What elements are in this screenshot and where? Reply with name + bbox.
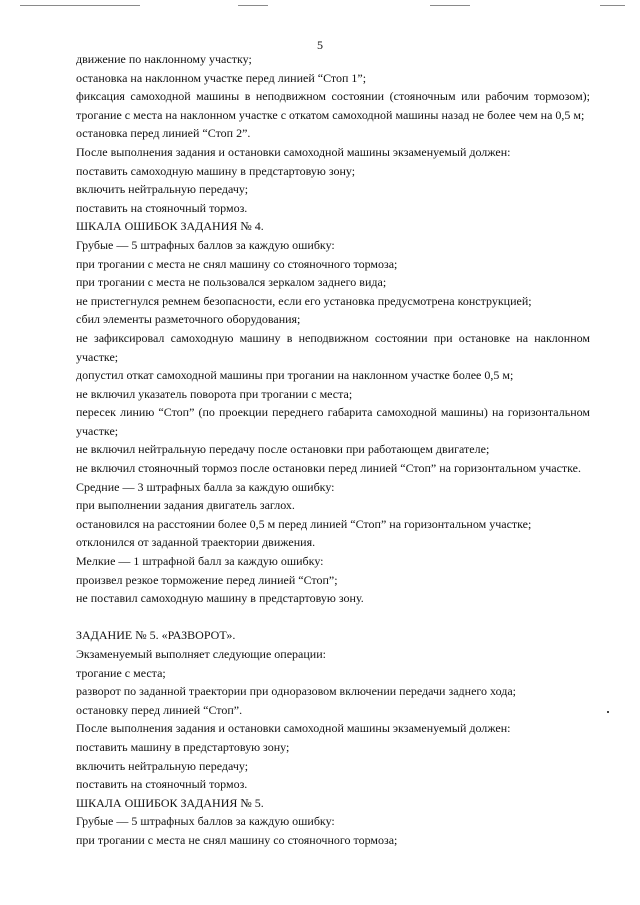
- paragraph: при трогании с места не снял машину со стояночного тормоза;: [76, 256, 398, 271]
- paragraph: сбил элементы разметочного оборудования;: [76, 312, 301, 327]
- paragraph: После выполнения задания и остановки самоходной машины экзаменуемый должен:: [76, 144, 511, 159]
- paragraph: Грубые — 5 штрафных баллов за каждую ошибку:: [76, 237, 335, 252]
- paragraph: поставить на стояночный тормоз.: [76, 200, 248, 215]
- paragraph-wrapped: фиксация самоходной машины в неподвижном состоянии (стояночным или рабочим тормозом);: [76, 89, 590, 104]
- paragraph: трогание с места;: [76, 665, 166, 680]
- paragraph: включить нейтральную передачу;: [76, 758, 249, 773]
- paragraph: включить нейтральную передачу;: [76, 182, 249, 197]
- scan-speck: [607, 711, 609, 713]
- scan-artifact-line: [20, 5, 140, 6]
- paragraph: Средние — 3 штрафных балла за каждую ошибку:: [76, 479, 335, 494]
- paragraph: остановился на расстоянии более 0,5 м перед линией “Стоп” на горизонтальном участке;: [76, 516, 532, 531]
- paragraph: не включил нейтральную передачу после остановки при работающем двигателе;: [76, 442, 490, 457]
- paragraph: произвел резкое торможение перед линией “Стоп”;: [76, 572, 338, 587]
- paragraph: допустил откат самоходной машины при трогании на наклонном участке более 0,5 м;: [76, 368, 514, 383]
- paragraph: не пристегнулся ремнем безопасности, если его установка предусмотрена конструкцией;: [76, 293, 532, 308]
- paragraph: остановка на наклонном участке перед линией “Стоп 1”;: [76, 70, 367, 85]
- paragraph: при трогании с места не пользовался зеркалом заднего вида;: [76, 275, 387, 290]
- document-body: [76, 50, 590, 850]
- blank-line: [76, 608, 590, 627]
- paragraph: [76, 87, 590, 106]
- paragraph: поставить на стояночный тормоз.: [76, 777, 248, 792]
- section-heading: ШКАЛА ОШИБОК ЗАДАНИЯ № 4.: [76, 219, 264, 234]
- paragraph: пересек линию “Стоп” (по проекции переднего габарита самоходной машины) на горизонтальном участке;: [76, 405, 590, 438]
- paragraph: не поставил самоходную машину в предстартовую зону.: [76, 591, 364, 606]
- paragraph: Грубые — 5 штрафных баллов за каждую ошибку:: [76, 814, 335, 829]
- paragraph: разворот по заданной траектории при одноразовом включении передачи заднего хода;: [76, 684, 516, 699]
- paragraph: остановка перед линией “Стоп 2”.: [76, 126, 251, 141]
- paragraph: После выполнения задания и остановки самоходной машины экзаменуемый должен:: [76, 721, 511, 736]
- paragraph: Экзаменуемый выполняет следующие операции:: [76, 647, 326, 661]
- paragraph: [76, 106, 590, 125]
- paragraph: поставить машину в предстартовую зону;: [76, 739, 290, 754]
- scan-artifact-line: [600, 5, 625, 6]
- paragraph: при трогании с места не снял машину со стояночного тормоза;: [76, 832, 398, 847]
- paragraph: Мелкие — 1 штрафной балл за каждую ошибку:: [76, 554, 324, 569]
- paragraph: отклонился от заданной траектории движения.: [76, 535, 316, 550]
- scan-artifact-line: [238, 5, 268, 6]
- paragraph: при выполнении задания двигатель заглох.: [76, 498, 295, 513]
- scan-artifact-line: [430, 5, 470, 6]
- paragraph: не включил указатель поворота при трогании с места;: [76, 386, 353, 401]
- paragraph-wrapped: трогание с места на наклонном участке с откатом самоходной машины назад не более чем на 0,5 м;: [76, 107, 585, 122]
- paragraph: поставить самоходную машину в предстартовую зону;: [76, 163, 356, 178]
- paragraph: не зафиксировал самоходную машину в неподвижном состоянии при остановке на наклонном участке;: [76, 330, 590, 364]
- paragraph: не включил стояночный тормоз после остановки перед линией “Стоп” на горизонтальном участке.: [76, 461, 581, 476]
- paragraph: движение по наклонному участку;: [76, 52, 252, 66]
- section-heading: ЗАДАНИЕ № 5. «РАЗВОРОТ».: [76, 628, 236, 643]
- page-number: 5: [317, 38, 323, 52]
- section-heading: ШКАЛА ОШИБОК ЗАДАНИЯ № 5.: [76, 795, 264, 810]
- paragraph: остановку перед линией “Стоп”.: [76, 702, 243, 717]
